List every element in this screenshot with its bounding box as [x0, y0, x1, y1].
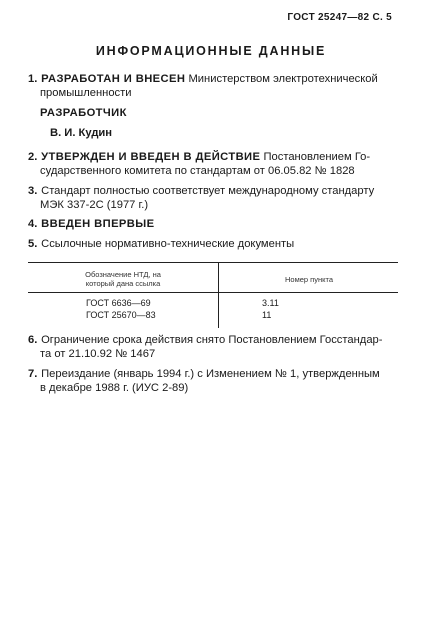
item-2-continuation: сударственного комитета по стандартам от 06.05.82 № 1828 — [40, 165, 355, 177]
item-2-text: Постановлением Го- — [263, 151, 371, 163]
item-1-continuation: промышленности — [40, 87, 132, 99]
item-1 — [28, 72, 396, 100]
item-2-heading: УТВЕРЖДЕН И ВВЕДЕН В ДЕЙСТВИЕ — [41, 151, 261, 163]
item-7 — [28, 367, 396, 395]
item-7-continuation: в декабре 1988 г. (ИУС 2-89) — [40, 382, 189, 394]
table-header-doc: Обозначение НТД, на который дана ссылка — [85, 270, 161, 288]
standard-code-header: ГОСТ 25247—82 С. 5 — [287, 12, 392, 23]
item-3-number: 3. — [28, 185, 38, 197]
item-5-text: Ссылочные нормативно-технические документы — [41, 238, 295, 250]
item-4-heading: ВВЕДЕН ВПЕРВЫЕ — [41, 218, 155, 230]
table-row-2-doc: ГОСТ 25670—83 — [86, 310, 156, 320]
item-6-text: Ограничение срока действия снято Постановлением Госстандар- — [41, 334, 383, 346]
table-row-1-item: 3.11 — [262, 298, 279, 308]
table-row-1-doc: ГОСТ 6636—69 — [86, 298, 151, 308]
item-4 — [28, 217, 396, 231]
page-title: ИНФОРМАЦИОННЫЕ ДАННЫЕ — [95, 44, 327, 58]
item-4-number: 4. — [28, 218, 38, 230]
item-2 — [28, 150, 396, 178]
item-1-text: Министерством электротехнической — [188, 73, 378, 85]
developer-name: В. И. Кудин — [50, 127, 113, 139]
table-column-divider — [218, 262, 219, 328]
table-header-rule — [28, 292, 398, 293]
item-3 — [28, 184, 396, 212]
developer-label: РАЗРАБОТЧИК — [40, 107, 127, 119]
item-7-text: Переиздание (январь 1994 г.) с Изменением № 1, утвержденным — [41, 368, 380, 380]
item-6-continuation: та от 21.10.92 № 1467 — [40, 348, 156, 360]
item-6-number: 6. — [28, 334, 38, 346]
item-3-continuation: МЭК 337-2С (1977 г.) — [40, 199, 149, 211]
item-1-number: 1. — [28, 73, 38, 85]
item-5-number: 5. — [28, 238, 38, 250]
item-3-text: Стандарт полностью соответствует международному стандарту — [41, 185, 375, 197]
table-row-2-item: 11 — [262, 310, 272, 320]
item-2-number: 2. — [28, 151, 38, 163]
item-6 — [28, 333, 396, 361]
item-7-number: 7. — [28, 368, 38, 380]
table-top-rule — [28, 262, 398, 263]
item-5 — [28, 237, 396, 251]
table-header-item: Номер пункта — [284, 275, 333, 284]
item-1-heading: РАЗРАБОТАН И ВНЕСЕН — [41, 73, 186, 85]
